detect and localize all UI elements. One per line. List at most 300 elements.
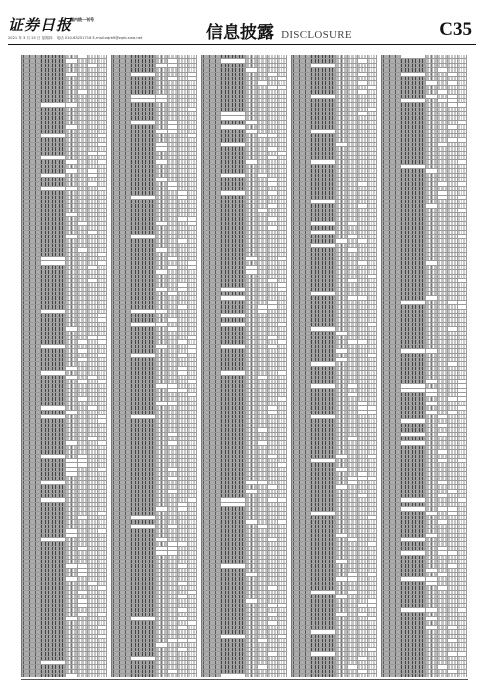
table-cell (41, 428, 67, 431)
table-cell (311, 362, 337, 365)
table-cell (358, 90, 368, 93)
table-cell (278, 261, 287, 264)
table-cell (112, 547, 131, 550)
table-cell (131, 582, 157, 585)
table-cell (311, 121, 337, 124)
table-cell (131, 630, 157, 633)
table-cell (41, 90, 67, 93)
table-cell (258, 446, 268, 449)
table-cell (448, 73, 458, 76)
table-cell (278, 507, 287, 510)
table-cell (88, 222, 98, 225)
table-cell (426, 165, 438, 168)
table-cell (438, 165, 448, 168)
table-cell (458, 130, 467, 133)
table-cell (258, 147, 268, 150)
table-cell (22, 68, 41, 71)
table-cell (188, 485, 197, 488)
table-cell (336, 665, 348, 668)
table-cell (258, 556, 268, 559)
table-cell (22, 288, 41, 291)
table-cell (202, 498, 221, 501)
table-cell (358, 323, 368, 326)
table-cell (246, 389, 258, 392)
table-cell (292, 406, 311, 409)
table-cell (78, 573, 88, 576)
table-cell (178, 318, 188, 321)
table-cell (98, 459, 107, 462)
table-cell (22, 604, 41, 607)
table-cell (156, 635, 168, 638)
table-cell (78, 81, 88, 84)
table-cell (336, 477, 348, 480)
table-cell (188, 472, 197, 475)
table-cell (268, 674, 278, 677)
table-cell (178, 376, 188, 379)
table-cell (22, 191, 41, 194)
table-cell (156, 569, 168, 572)
table-cell (22, 441, 41, 444)
table-cell (311, 332, 337, 335)
table-cell (268, 512, 278, 515)
table-cell (292, 213, 311, 216)
table-cell (292, 301, 311, 304)
table-cell (258, 244, 268, 247)
table-cell (131, 534, 157, 537)
table-cell (112, 116, 131, 119)
table-cell (426, 59, 438, 62)
table-column-2 (111, 55, 197, 677)
table-cell (246, 556, 258, 559)
table-cell (202, 196, 221, 199)
table-cell (336, 174, 348, 177)
table-cell (278, 345, 287, 348)
table-cell (178, 116, 188, 119)
table-cell (246, 182, 258, 185)
table-cell (448, 222, 458, 225)
table-cell (292, 283, 311, 286)
table-cell (258, 397, 268, 400)
table-cell (268, 542, 278, 545)
table-cell (41, 494, 67, 497)
table-cell (278, 494, 287, 497)
table-cell (78, 547, 88, 550)
table-cell (268, 178, 278, 181)
table-cell (382, 134, 401, 137)
table-cell (78, 516, 88, 519)
table-cell (258, 86, 268, 89)
table-cell (221, 389, 247, 392)
table-cell (202, 187, 221, 190)
table-cell (202, 283, 221, 286)
table-cell (278, 582, 287, 585)
table-cell (178, 314, 188, 317)
table-cell (382, 217, 401, 220)
table-cell (368, 406, 377, 409)
table-cell (168, 459, 178, 462)
table-cell (178, 200, 188, 203)
table-cell (221, 380, 247, 383)
table-cell (131, 165, 157, 168)
table-cell (368, 253, 377, 256)
table-cell (426, 95, 438, 98)
table-cell (382, 174, 401, 177)
table-cell (168, 336, 178, 339)
table-cell (22, 222, 41, 225)
table-cell (188, 547, 197, 550)
table-cell (112, 279, 131, 282)
table-cell (168, 376, 178, 379)
table-cell (202, 209, 221, 212)
table-cell (112, 450, 131, 453)
table-cell (311, 424, 337, 427)
table-cell (98, 345, 107, 348)
table-cell (221, 349, 247, 352)
table-cell (311, 169, 337, 172)
table-cell (66, 99, 78, 102)
table-cell (448, 116, 458, 119)
table-cell (178, 433, 188, 436)
table-cell (336, 178, 348, 181)
table-cell (156, 463, 168, 466)
table-cell (221, 419, 247, 422)
table-cell (401, 116, 427, 119)
table-cell (156, 336, 168, 339)
table-cell (368, 525, 377, 528)
table-cell (258, 103, 268, 106)
table-cell (22, 121, 41, 124)
table-cell (78, 419, 88, 422)
table-cell (246, 661, 258, 664)
table-cell (348, 617, 358, 620)
table-cell (88, 376, 98, 379)
table-cell (448, 169, 458, 172)
table-cell (188, 411, 197, 414)
table-cell (268, 121, 278, 124)
table-cell (188, 327, 197, 330)
table-cell (131, 217, 157, 220)
table-cell (112, 657, 131, 660)
table-cell (358, 433, 368, 436)
table-cell (66, 253, 78, 256)
table-cell (246, 468, 258, 471)
table-cell (22, 433, 41, 436)
table-cell (246, 152, 258, 155)
table-cell (66, 156, 78, 159)
table-cell (268, 556, 278, 559)
table-cell (188, 573, 197, 576)
table-cell (268, 283, 278, 286)
table-cell (78, 490, 88, 493)
table-cell (258, 542, 268, 545)
table-cell (268, 358, 278, 361)
table-cell (246, 209, 258, 212)
table-cell (22, 266, 41, 269)
table-cell (401, 134, 427, 137)
table-cell (131, 235, 157, 238)
table-cell (112, 261, 131, 264)
table-cell (22, 621, 41, 624)
table-cell (88, 261, 98, 264)
table-cell (41, 503, 67, 506)
table-cell (258, 59, 268, 62)
table-cell (22, 512, 41, 515)
table-cell (368, 402, 377, 405)
table-cell (41, 103, 67, 106)
table-cell (98, 490, 107, 493)
table-cell (382, 77, 401, 80)
table-cell (246, 455, 258, 458)
table-cell (188, 130, 197, 133)
table-cell (336, 279, 348, 282)
table-cell (438, 261, 448, 264)
table-cell (401, 257, 427, 260)
table-cell (358, 182, 368, 185)
table-cell (112, 86, 131, 89)
table-cell (66, 270, 78, 273)
table-cell (78, 503, 88, 506)
table-cell (278, 560, 287, 563)
table-cell (426, 226, 438, 229)
table-cell (292, 621, 311, 624)
table-cell (112, 485, 131, 488)
table-cell (246, 437, 258, 440)
table-cell (448, 147, 458, 150)
table-cell (112, 182, 131, 185)
table-cell (246, 643, 258, 646)
table-cell (78, 437, 88, 440)
table-cell (358, 187, 368, 190)
table-cell (178, 397, 188, 400)
table-cell (131, 191, 157, 194)
table-cell (292, 520, 311, 523)
table-cell (438, 213, 448, 216)
table-cell (131, 652, 157, 655)
table-cell (368, 95, 377, 98)
table-cell (348, 217, 358, 220)
table-cell (112, 670, 131, 673)
table-cell (358, 494, 368, 497)
table-cell (292, 138, 311, 141)
table-cell (131, 376, 157, 379)
table-cell (221, 569, 247, 572)
table-cell (246, 213, 258, 216)
table-cell (336, 433, 348, 436)
table-cell (426, 99, 438, 102)
table-cell (368, 463, 377, 466)
table-cell (112, 160, 131, 163)
table-cell (426, 116, 438, 119)
table-cell (438, 279, 448, 282)
table-cell (66, 244, 78, 247)
table-cell (98, 477, 107, 480)
table-cell (41, 534, 67, 537)
table-cell (22, 582, 41, 585)
table-cell (268, 134, 278, 137)
table-cell (78, 314, 88, 317)
table-cell (131, 178, 157, 181)
table-cell (292, 336, 311, 339)
table-cell (178, 266, 188, 269)
table-cell (88, 512, 98, 515)
table-cell (258, 573, 268, 576)
table-cell (438, 130, 448, 133)
table-cell (78, 68, 88, 71)
table-cell (168, 77, 178, 80)
table-cell (78, 121, 88, 124)
table-cell (348, 152, 358, 155)
table-cell (246, 160, 258, 163)
table-cell (426, 292, 438, 295)
table-cell (131, 292, 157, 295)
table-cell (156, 648, 168, 651)
table-cell (221, 547, 247, 550)
table-cell (188, 639, 197, 642)
table-cell (78, 389, 88, 392)
table-cell (156, 617, 168, 620)
table-cell (268, 204, 278, 207)
table-cell (112, 455, 131, 458)
table-cell (382, 244, 401, 247)
table-cell (88, 411, 98, 414)
table-cell (41, 182, 67, 185)
table-cell (178, 261, 188, 264)
table-cell (188, 213, 197, 216)
table-cell (336, 534, 348, 537)
table-cell (336, 226, 348, 229)
table-cell (368, 657, 377, 660)
table-cell (88, 288, 98, 291)
table-cell (188, 349, 197, 352)
table-cell (448, 178, 458, 181)
table-cell (278, 665, 287, 668)
table-cell (66, 564, 78, 567)
table-cell (131, 459, 157, 462)
table-cell (66, 349, 78, 352)
table-cell (358, 270, 368, 273)
table-cell (278, 64, 287, 67)
table-cell (168, 670, 178, 673)
table-cell (168, 635, 178, 638)
table-cell (292, 125, 311, 128)
table-cell (131, 411, 157, 414)
table-cell (268, 428, 278, 431)
table-cell (348, 586, 358, 589)
table-cell (41, 450, 67, 453)
table-cell (258, 507, 268, 510)
table-cell (202, 512, 221, 515)
table-cell (258, 292, 268, 295)
table-cell (168, 103, 178, 106)
table-cell (358, 358, 368, 361)
table-cell (368, 477, 377, 480)
table-cell (221, 209, 247, 212)
table-cell (156, 253, 168, 256)
table-cell (88, 99, 98, 102)
table-cell (156, 362, 168, 365)
table-cell (156, 441, 168, 444)
table-cell (401, 169, 427, 172)
table-cell (88, 573, 98, 576)
table-cell (292, 314, 311, 317)
table-cell (348, 397, 358, 400)
table-cell (368, 472, 377, 475)
table-cell (268, 345, 278, 348)
table-cell (292, 556, 311, 559)
table-cell (22, 397, 41, 400)
table-cell (311, 512, 337, 515)
table-cell (278, 332, 287, 335)
table-cell (278, 604, 287, 607)
table-cell (438, 77, 448, 80)
table-cell (258, 143, 268, 146)
table-cell (188, 665, 197, 668)
table-cell (66, 512, 78, 515)
table-cell (258, 648, 268, 651)
table-cell (131, 542, 157, 545)
table-cell (178, 608, 188, 611)
table-cell (358, 393, 368, 396)
table-cell (41, 64, 67, 67)
table-cell (458, 235, 467, 238)
table-cell (188, 244, 197, 247)
table-cell (278, 112, 287, 115)
table-cell (246, 156, 258, 159)
table-cell (258, 652, 268, 655)
table-cell (168, 599, 178, 602)
table-cell (458, 266, 467, 269)
table-cell (311, 520, 337, 523)
table-cell (311, 257, 337, 260)
table-cell (221, 266, 247, 269)
table-cell (348, 665, 358, 668)
table-cell (88, 336, 98, 339)
table-cell (178, 380, 188, 383)
table-cell (438, 121, 448, 124)
table-cell (258, 288, 268, 291)
table-cell (202, 384, 221, 387)
table-cell (88, 283, 98, 286)
table-cell (202, 64, 221, 67)
table-cell (88, 112, 98, 115)
table-cell (168, 231, 178, 234)
table-cell (202, 239, 221, 242)
table-cell (188, 138, 197, 141)
table-cell (156, 248, 168, 251)
table-cell (98, 402, 107, 405)
table-cell (78, 292, 88, 295)
table-cell (348, 301, 358, 304)
table-cell (41, 621, 67, 624)
table-cell (401, 209, 427, 212)
table-cell (438, 125, 448, 128)
table-cell (202, 577, 221, 580)
table-cell (66, 73, 78, 76)
table-cell (448, 152, 458, 155)
table-cell (358, 560, 368, 563)
table-cell (202, 296, 221, 299)
table-cell (22, 270, 41, 273)
table-cell (22, 577, 41, 580)
table-cell (221, 402, 247, 405)
table-cell (131, 125, 157, 128)
table-cell (78, 318, 88, 321)
table-cell (221, 345, 247, 348)
table-cell (358, 160, 368, 163)
table-cell (156, 340, 168, 343)
table-cell (258, 209, 268, 212)
table-cell (268, 652, 278, 655)
